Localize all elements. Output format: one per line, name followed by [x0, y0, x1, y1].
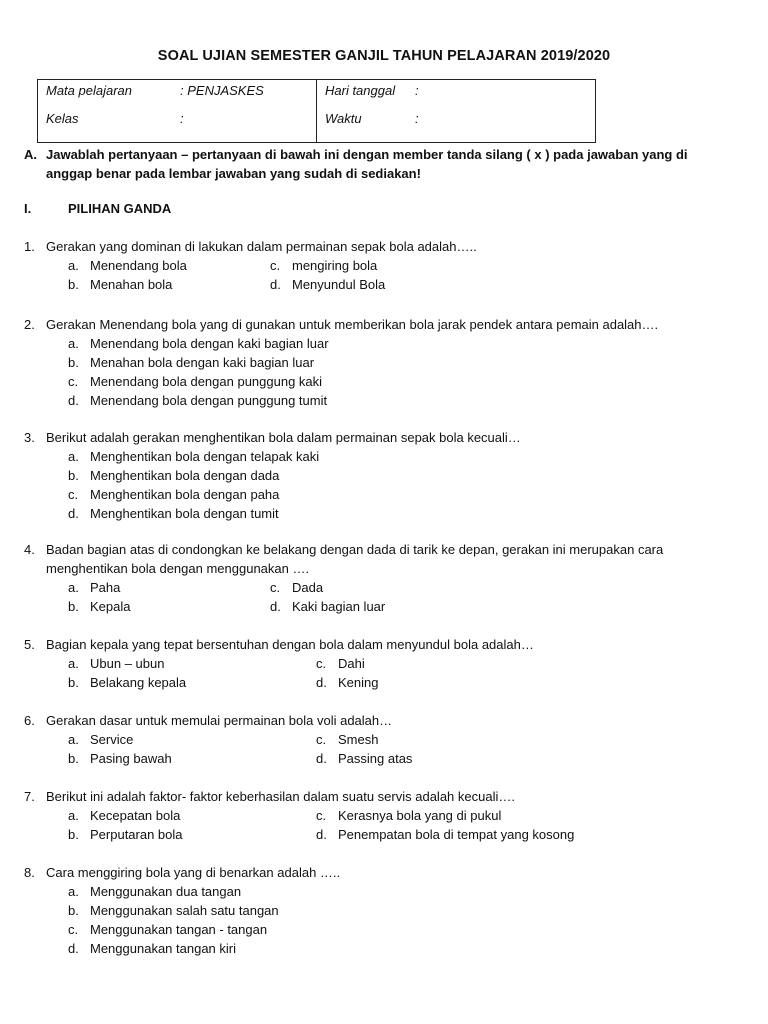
question-item: [24, 237, 744, 294]
option-text: Menendang bola: [90, 258, 187, 273]
instruction: [24, 145, 734, 183]
question-number: 8.: [24, 865, 35, 880]
question-text: Cara menggiring bola yang di benarkan adalah …..: [46, 865, 341, 880]
option-row: [24, 901, 744, 920]
question-line: [24, 635, 744, 654]
question-line: [24, 315, 744, 334]
option-text: Smesh: [338, 732, 379, 747]
option-text: Kaki bagian luar: [292, 599, 386, 614]
option-text: Menggunakan tangan kiri: [90, 941, 236, 956]
question-text: Berikut adalah gerakan menghentikan bola dalam permainan sepak bola kecuali…: [46, 430, 521, 445]
question-text: Gerakan yang dominan di lakukan dalam permainan sepak bola adalah…..: [46, 239, 477, 254]
option-text: Kerasnya bola yang di pukul: [338, 808, 502, 823]
subject-value: : PENJASKES: [180, 83, 264, 98]
info-right-cell: [317, 80, 596, 143]
option-text: Menggunakan tangan - tangan: [90, 922, 268, 937]
option-letter: c.: [68, 374, 79, 389]
section-heading: [24, 201, 172, 216]
info-table: [37, 79, 596, 143]
option-letter: c.: [270, 258, 281, 273]
question-item: [24, 787, 744, 844]
option-letter: a.: [68, 808, 79, 823]
option-text: Menendang bola dengan punggung tumit: [90, 393, 328, 408]
option-letter: a.: [68, 884, 79, 899]
question-item: [24, 315, 744, 410]
question-item: [24, 428, 744, 523]
question-text: menghentikan bola dengan menggunakan ….: [46, 561, 310, 576]
option-letter: b.: [68, 751, 79, 766]
option-text: Menghentikan bola dengan telapak kaki: [90, 449, 320, 464]
option-row: [24, 806, 744, 825]
option-row: [24, 920, 744, 939]
option-letter: d.: [68, 393, 79, 408]
question-number: 4.: [24, 542, 35, 557]
option-row: [24, 654, 744, 673]
option-row: [24, 939, 744, 958]
question-number: 2.: [24, 317, 35, 332]
info-left-cell: [38, 80, 317, 143]
time-row: [325, 111, 587, 139]
question-text: Berikut ini adalah faktor- faktor keberhasilan dalam suatu servis adalah kecuali….: [46, 789, 515, 804]
option-text: Service: [90, 732, 134, 747]
question-line: [24, 559, 744, 578]
option-text: Menahan bola dengan kaki bagian luar: [90, 355, 315, 370]
option-letter: c.: [316, 656, 327, 671]
option-letter: a.: [68, 258, 79, 273]
question-item: [24, 863, 744, 958]
question-item: [24, 635, 744, 692]
question-line: [24, 787, 744, 806]
option-row: [24, 447, 744, 466]
question-item: [24, 711, 744, 768]
date-value: :: [415, 83, 419, 98]
option-letter: b.: [68, 468, 79, 483]
time-value: :: [415, 111, 419, 126]
option-text: Menendang bola dengan kaki bagian luar: [90, 336, 329, 351]
option-row: [24, 730, 744, 749]
option-letter: d.: [316, 751, 327, 766]
option-letter: b.: [68, 355, 79, 370]
class-row: [46, 111, 308, 139]
option-letter: b.: [68, 599, 79, 614]
question-line: [24, 711, 744, 730]
option-text: mengiring bola: [292, 258, 378, 273]
option-row: [24, 256, 744, 275]
instruction-marker: A.: [24, 147, 37, 162]
question-number: 6.: [24, 713, 35, 728]
question-line: [24, 428, 744, 447]
option-text: Menggunakan salah satu tangan: [90, 903, 279, 918]
question-item: [24, 540, 744, 616]
option-text: Penempatan bola di tempat yang kosong: [338, 827, 575, 842]
option-row: [24, 673, 744, 692]
option-row: [24, 485, 744, 504]
option-letter: d.: [316, 675, 327, 690]
question-line: [24, 863, 744, 882]
section-title: PILIHAN GANDA: [68, 201, 172, 216]
option-letter: b.: [68, 903, 79, 918]
option-letter: a.: [68, 656, 79, 671]
option-row: [24, 391, 744, 410]
option-text: Dahi: [338, 656, 365, 671]
option-letter: a.: [68, 449, 79, 464]
option-letter: a.: [68, 580, 79, 595]
subject-label: Mata pelajaran: [46, 83, 132, 98]
question-number: 5.: [24, 637, 35, 652]
question-text: Badan bagian atas di condongkan ke belakang dengan dada di tarik ke depan, gerakan ini merupakan cara: [46, 542, 664, 557]
option-letter: d.: [68, 506, 79, 521]
option-row: [24, 578, 744, 597]
option-letter: d.: [68, 941, 79, 956]
option-row: [24, 353, 744, 372]
option-letter: c.: [68, 487, 79, 502]
option-row: [24, 504, 744, 523]
subject-row: [46, 83, 308, 111]
option-text: Passing atas: [338, 751, 413, 766]
instruction-line-2: anggap benar pada lembar jawaban yang sudah di sediakan!: [46, 166, 421, 181]
page-title: SOAL UJIAN SEMESTER GANJIL TAHUN PELAJARAN 2019/2020: [157, 48, 611, 64]
question-line: [24, 237, 744, 256]
option-text: Menghentikan bola dengan tumit: [90, 506, 279, 521]
option-text: Menahan bola: [90, 277, 173, 292]
option-row: [24, 882, 744, 901]
option-text: Paha: [90, 580, 121, 595]
option-letter: d.: [316, 827, 327, 842]
option-letter: c.: [270, 580, 281, 595]
section-marker: I.: [24, 201, 32, 216]
option-letter: d.: [270, 277, 281, 292]
option-text: Ubun – ubun: [90, 656, 165, 671]
option-letter: b.: [68, 675, 79, 690]
option-row: [24, 466, 744, 485]
class-value: :: [180, 111, 184, 126]
time-label: Waktu: [325, 111, 362, 126]
option-text: Pasing bawah: [90, 751, 172, 766]
option-text: Belakang kepala: [90, 675, 187, 690]
option-row: [24, 597, 744, 616]
question-text: Bagian kepala yang tepat bersentuhan dengan bola dalam menyundul bola adalah…: [46, 637, 534, 652]
question-text: Gerakan dasar untuk memulai permainan bola voli adalah…: [46, 713, 393, 728]
date-label: Hari tanggal: [325, 83, 396, 98]
question-line: [24, 540, 744, 559]
instruction-line-1: Jawablah pertanyaan – pertanyaan di bawah ini dengan member tanda silang ( x ) pada jawaban yang di: [46, 147, 688, 162]
option-letter: a.: [68, 336, 79, 351]
date-row: [325, 83, 587, 111]
option-text: Menyundul Bola: [292, 277, 386, 292]
question-number: 3.: [24, 430, 35, 445]
option-text: Menggunakan dua tangan: [90, 884, 242, 899]
option-letter: b.: [68, 827, 79, 842]
question-number: 1.: [24, 239, 35, 254]
question-text: Gerakan Menendang bola yang di gunakan untuk memberikan bola jarak pendek antara pemain adalah….: [46, 317, 659, 332]
option-letter: a.: [68, 732, 79, 747]
option-letter: c.: [316, 808, 327, 823]
option-row: [24, 749, 744, 768]
option-row: [24, 334, 744, 353]
question-number: 7.: [24, 789, 35, 804]
option-letter: c.: [316, 732, 327, 747]
option-text: Kepala: [90, 599, 131, 614]
option-letter: d.: [270, 599, 281, 614]
option-text: Menendang bola dengan punggung kaki: [90, 374, 323, 389]
option-text: Kening: [338, 675, 379, 690]
option-text: Dada: [292, 580, 324, 595]
option-row: [24, 275, 744, 294]
option-letter: c.: [68, 922, 79, 937]
option-text: Kecepatan bola: [90, 808, 181, 823]
option-letter: b.: [68, 277, 79, 292]
option-text: Perputaran bola: [90, 827, 183, 842]
option-row: [24, 372, 744, 391]
class-label: Kelas: [46, 111, 79, 126]
option-row: [24, 825, 744, 844]
option-text: Menghentikan bola dengan paha: [90, 487, 280, 502]
option-text: Menghentikan bola dengan dada: [90, 468, 280, 483]
